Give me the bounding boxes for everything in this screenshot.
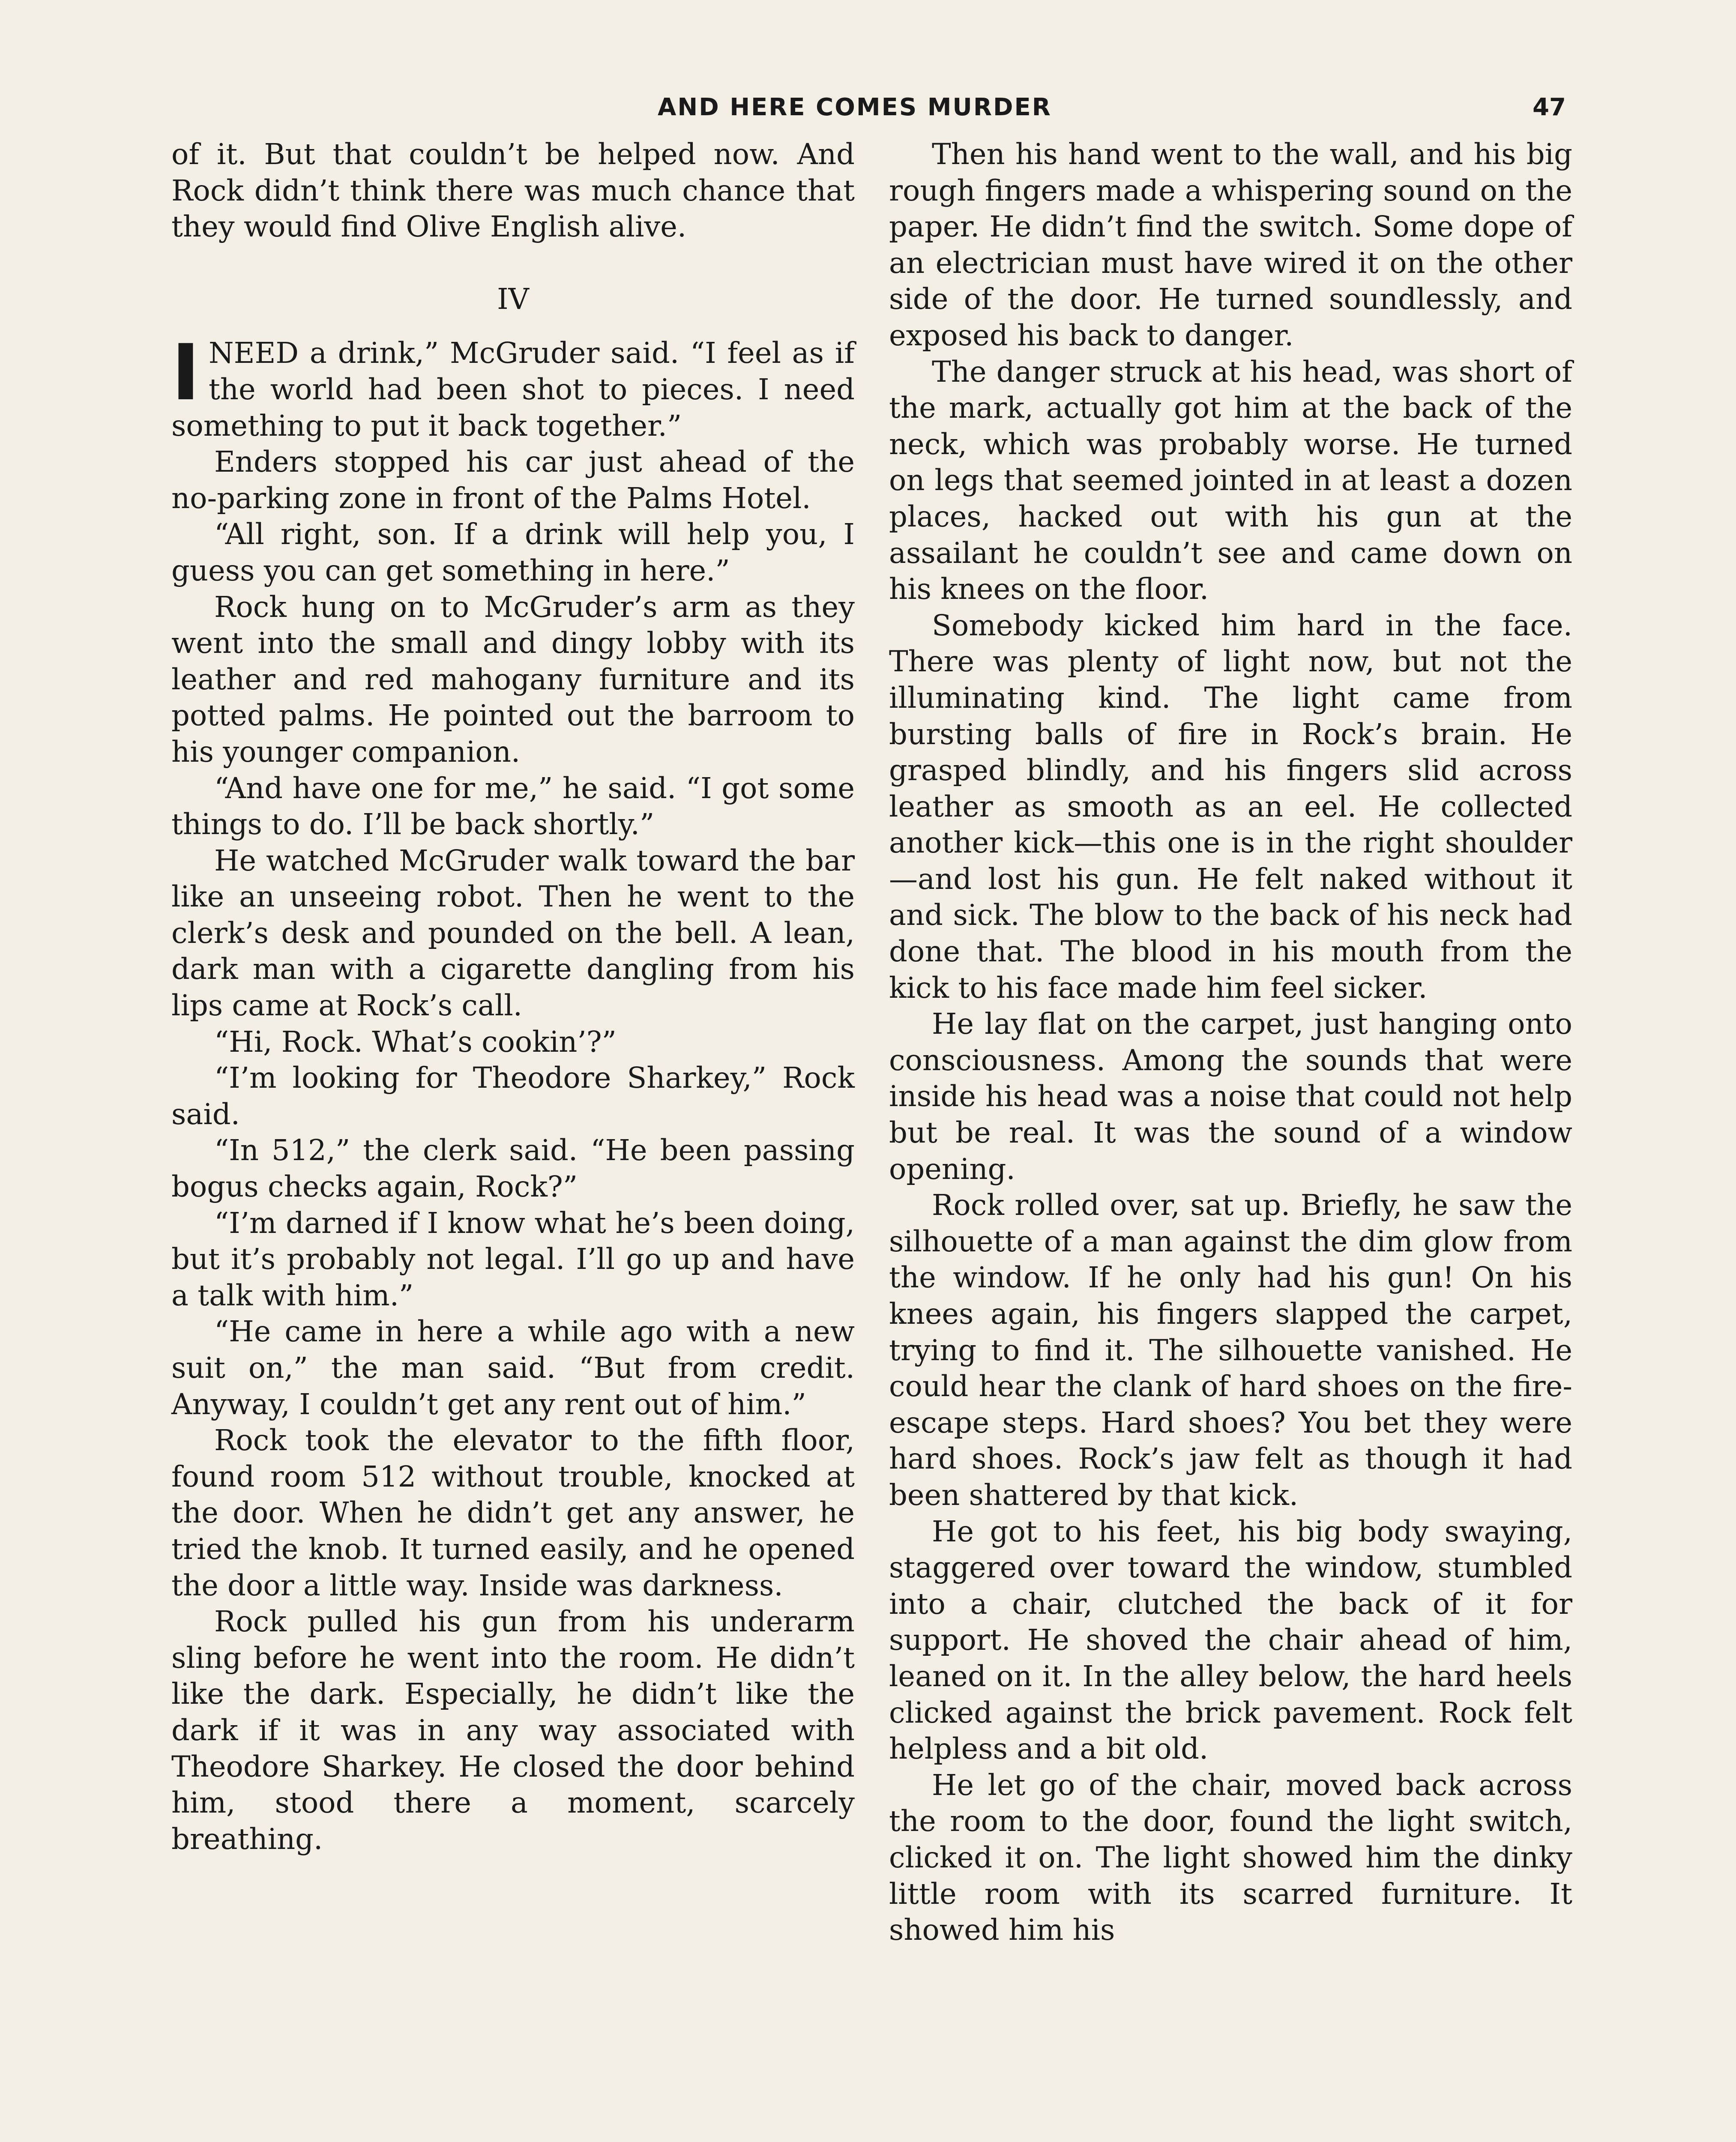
paragraph: “Hi, Rock. What’s cookin’?” [214, 1025, 617, 1059]
paragraph: Then his hand went to the wall, and his big rough fingers made a whispering sound on the paper. He didn’t find the switch. Some dope of an electrician must have wired it on the other side of the door. He turned soundlessly, and exposed his back to danger. [889, 138, 1572, 352]
opening-paragraph [171, 328, 855, 444]
right-column [889, 136, 1572, 1948]
paragraph: The danger struck at his head, was short of the mark, actually got him at the back of the neck, which was probably worse. He turned on legs that seemed jointed in at least a dozen places, hacked out with his gun at the assailant he couldn’t see and came down on his knees on the floor. [889, 355, 1572, 606]
paragraph: “I’m darned if I know what he’s been doing, but it’s probably not legal. I’ll go up and have a talk with him.” [171, 1206, 855, 1312]
section-heading: IV [497, 282, 529, 316]
paragraph: “He came in here a while ago with a new suit on,” the man said. “But from credit. Anyway, I couldn’t get any rent out of him.” [171, 1315, 855, 1421]
paragraph: Somebody kicked him hard in the face. There was plenty of light now, but not the illuminating kind. The light came from bursting balls of fire in Rock’s brain. He grasped blindly, and his fingers slid across leather as smooth as an eel. He collected another kick—this one is in the right shoulder—and lost his gun. He felt naked without it and sick. The blow to the back of his neck had done that. The blood in his mouth from the kick to his face made him feel sicker. [889, 608, 1572, 1005]
opening-text: NEED a drink,” McGruder said. “I feel as if the world had been shot to pieces. I need something to put it back together.” [171, 336, 855, 443]
paragraph: “All right, son. If a drink will help you, I guess you can get something in here.” [171, 518, 855, 587]
left-column [171, 136, 855, 1857]
page-header [658, 89, 1566, 128]
paragraph: “In 512,” the clerk said. “He been passing bogus checks again, Rock?” [171, 1134, 855, 1204]
paragraph: Rock hung on to McGruder’s arm as they went into the small and dingy lobby with its leather and red mahogany furniture and its potted palms. He pointed out the barroom to his younger companion. [171, 590, 855, 769]
paragraph: He lay flat on the carpet, just hanging onto consciousness. Among the sounds that were inside his head was a noise that could not help but be real. It was the sound of a window opening. [889, 1007, 1572, 1186]
drop-cap: I [171, 328, 200, 418]
paragraph: Enders stopped his car just ahead of the no-parking zone in front of the Palms Hotel. [171, 445, 855, 515]
paragraph: He let go of the chair, moved back across the room to the door, found the light switch, clicked it on. The light showed him the dinky little room with its scarred furniture. It showed him his [889, 1768, 1572, 1947]
continuation-paragraph: of it. But that couldn’t be helped now. And Rock didn’t think there was much chance that they would find Olive English alive. [171, 138, 855, 244]
paragraph: Rock took the elevator to the fifth floor, found room 512 without trouble, knocked at the door. When he didn’t get any answer, he tried the knob. It turned easily, and he opened the door a little way. Inside was darkness. [171, 1424, 855, 1602]
running-title: AND HERE COMES MURDER [658, 93, 1052, 121]
paragraph: Rock rolled over, sat up. Briefly, he saw the silhouette of a man against the dim glow from the window. If he only had his gun! On his knees again, his fingers slapped the carpet, trying to find it. The silhouette vanished. He could hear the clank of hard shoes on the fire-escape steps. Hard shoes? You bet they were hard shoes. Rock’s jaw felt as though it had been shattered by that kick. [889, 1188, 1572, 1512]
paragraph: He got to his feet, his big body swaying, staggered over toward the window, stumbled into a chair, clutched the back of it for support. He shoved the chair ahead of him, leaned on it. In the alley below, the hard heels clicked against the brick pavement. Rock felt helpless and a bit old. [889, 1514, 1572, 1766]
paragraph: He watched McGruder walk toward the bar like an unseeing robot. Then he went to the clerk’s desk and pounded on the bell. A lean, dark man with a cigarette dangling from his lips came at Rock’s call. [171, 844, 855, 1023]
paragraph: “I’m looking for Theodore Sharkey,” Rock said. [171, 1061, 855, 1131]
page-number: 47 [1532, 93, 1566, 121]
paragraph: Rock pulled his gun from his underarm sling before he went into the room. He didn’t like the dark. Especially, he didn’t like the dark if it was in any way associated with Theodore Sharkey. He closed the door behind him, stood there a moment, scarcely breathing. [171, 1605, 855, 1856]
paragraph: “And have one for me,” he said. “I got some things to do. I’ll be back shortly.” [171, 771, 855, 841]
